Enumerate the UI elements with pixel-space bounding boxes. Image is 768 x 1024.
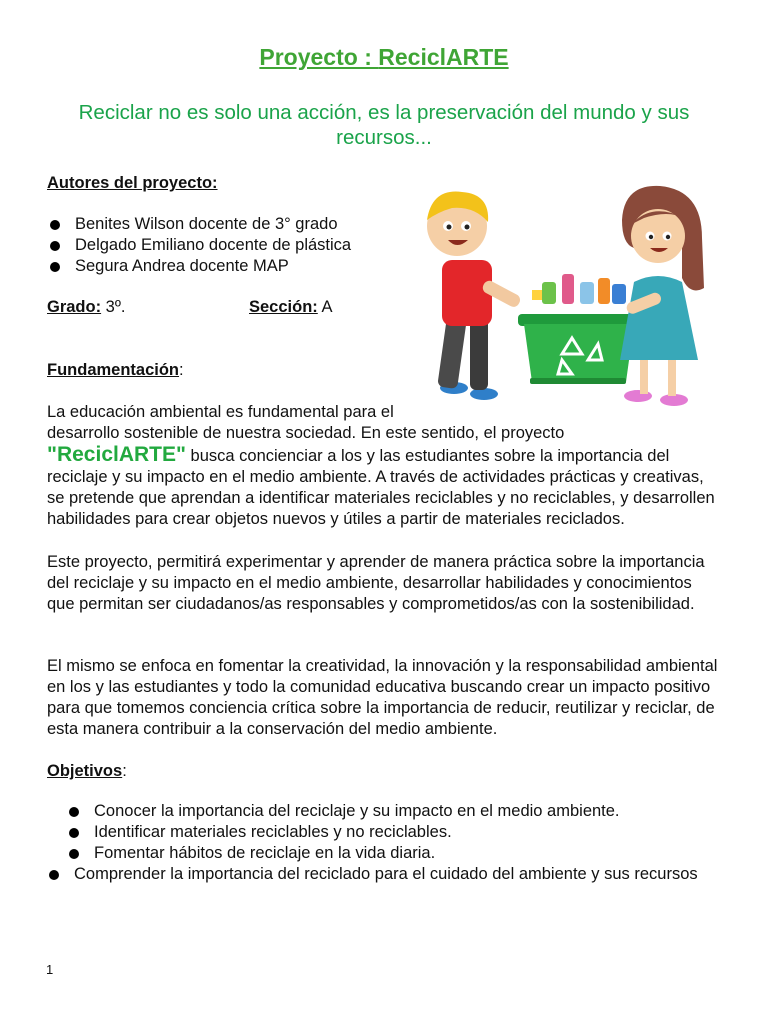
authors-heading: Autores del proyecto:: [47, 174, 218, 192]
foundation-brand-line: [47, 444, 737, 467]
foundation-line1: La educación ambiental es fundamental para el: [47, 403, 394, 421]
grade-line: [47, 297, 125, 318]
title-brand: ReciclARTE: [378, 44, 509, 70]
title-prefix: Proyecto :: [259, 44, 379, 70]
girl-figure: [620, 186, 704, 406]
foundation-heading: Fundamentación: [47, 361, 180, 379]
recycling-bin: [518, 274, 640, 384]
subtitle: Reciclar no es solo una acción, es la preservación del mundo y sus recursos...: [78, 101, 690, 149]
author-item: Delgado Emiliano docente de plástica: [47, 235, 407, 256]
objectives-list: [66, 801, 726, 864]
authors-list: [47, 214, 407, 277]
objective-item: Comprender la importancia del reciclado para el cuidado del ambiente y sus recursos: [46, 864, 736, 885]
foundation-heading-line: [47, 360, 184, 381]
page-number: 1: [46, 962, 54, 977]
section-value: A: [317, 298, 333, 316]
objectives-last-list: [46, 864, 736, 885]
foundation-after-brand: busca concienciar a los y las estudiantes sobre la importancia del: [185, 447, 670, 465]
boy-figure: [427, 192, 522, 400]
foundation-paragraph-3: El mismo se enfoca en fomentar la creatividad, la innovación y la responsabilidad ambiental en los y las estudiantes y todo la comunidad educativa buscando crear un impacto positivo para que tomemos conciencia crítica sobre la importancia de reducir, reutilizar y reciclar, de esta manera contribuir a la conservación del medio ambiente.: [47, 657, 718, 738]
foundation-paragraph-1: reciclaje y su impacto en el medio ambiente. A través de actividades prácticas y creativas, se pretende que aprendan a identificar materiales reciclables y no reciclables, y desarrollen habilidades para crear objetos nuevos y útiles a partir de materiales reciclados.: [47, 468, 715, 528]
foundation-colon: :: [179, 361, 184, 379]
grade-value: 3º.: [101, 298, 126, 316]
section-line: [249, 297, 332, 318]
objectives-heading: Objetivos: [47, 762, 123, 780]
author-item: Benites Wilson docente de 3° grado: [47, 214, 407, 235]
objectives-heading-line: [47, 761, 127, 782]
objectives-colon: :: [122, 762, 127, 780]
author-item: Segura Andrea docente MAP: [47, 256, 407, 277]
section-label: Sección:: [249, 298, 318, 316]
brand-name: "ReciclARTE": [47, 443, 186, 466]
objective-item: Conocer la importancia del reciclaje y su impacto en el medio ambiente.: [66, 801, 726, 822]
foundation-paragraph-2: Este proyecto, permitirá experimentar y aprender de manera práctica sobre la importancia del reciclaje y su impacto en el medio ambiente, desarrollar habilidades y conocimientos que permitan ser ciudadanos/as responsables y comprometidos/as con la sostenibilidad.: [47, 553, 705, 613]
objective-item: Identificar materiales reciclables y no reciclables.: [66, 822, 726, 843]
kids-recycling-illustration: [412, 178, 722, 418]
foundation-line2: desarrollo sostenible de nuestra sociedad. En este sentido, el proyecto: [47, 424, 565, 442]
objective-item: Fomentar hábitos de reciclaje en la vida diaria.: [66, 843, 726, 864]
grade-label: Grado:: [47, 298, 102, 316]
page-title: [0, 44, 768, 71]
